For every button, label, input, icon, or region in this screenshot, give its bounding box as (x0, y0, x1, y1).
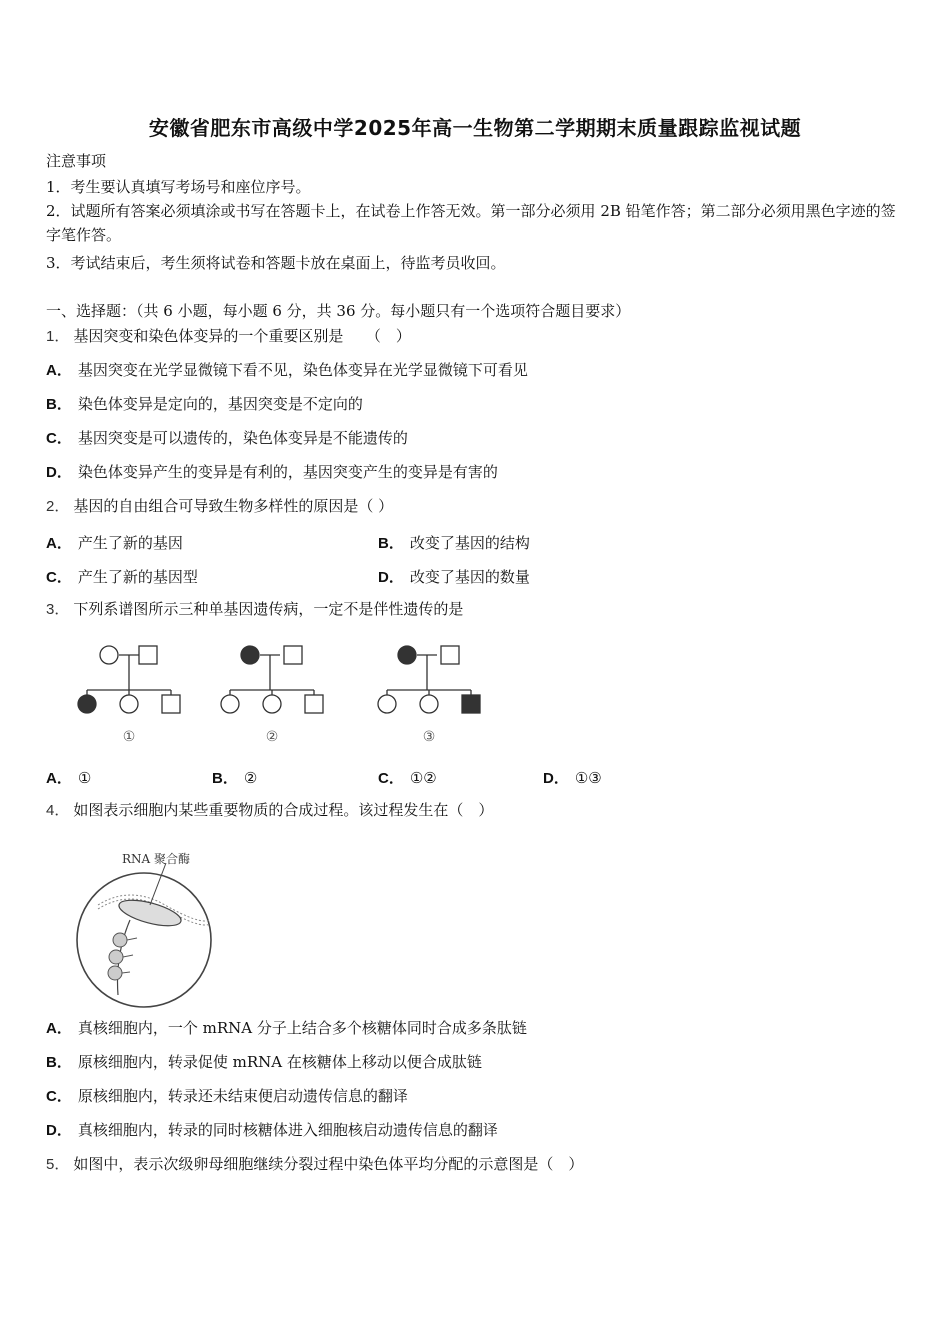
ribosome (109, 950, 123, 964)
mother-affected (398, 646, 416, 664)
q4-option-c[interactable]: C． 原核细胞内，转录还未结束便启动遗传信息的翻译 (46, 1087, 408, 1105)
question-number: 1． (46, 328, 70, 345)
question-1 (46, 327, 411, 346)
question-stem: 基因突变和染色体变异的一个重要区别是 （ ） (73, 327, 411, 345)
q1-option-c[interactable]: C． 基因突变是可以遗传的，染色体变异是不能遗传的 (46, 429, 408, 447)
ribosome (113, 933, 127, 947)
q2-option-c[interactable]: C． 产生了新的基因型 (46, 568, 198, 586)
mother-unaffected (100, 646, 118, 664)
notice-item-3: 3．考试结束后，考生须将试卷和答题卡放在桌面上，待监考员收回。 (46, 254, 506, 272)
transcription-translation-figure (70, 845, 220, 1015)
question-2: 2． 基因的自由组合可导致生物多样性的原因是（ ） (46, 497, 394, 515)
son-unaffected (162, 695, 180, 713)
daughter-unaffected (221, 695, 239, 713)
q4-option-b[interactable]: B． 原核细胞内，转录促使 mRNA 在核糖体上移动以便合成肽链 (46, 1053, 482, 1071)
pedigree-label-2: ② (265, 729, 279, 745)
son-unaffected (305, 695, 323, 713)
q3-option-d[interactable]: D． ①③ (543, 769, 602, 787)
cell-outline (77, 873, 211, 1007)
question-4: 4． 如图表示细胞内某些重要物质的合成过程。该过程发生在（ ） (46, 801, 494, 819)
father-unaffected (284, 646, 302, 664)
pedigree-label-3: ③ (422, 729, 436, 745)
q4-option-a[interactable]: A． 真核细胞内，一个 mRNA 分子上结合多个核糖体同时合成多条肽链 (46, 1019, 527, 1037)
q1-option-d[interactable]: D． 染色体变异产生的变异是有利的，基因突变产生的变异是有害的 (46, 463, 498, 481)
notice-item-2: 2．试题所有答案必须填涂或书写在答题卡上，在试卷上作答无效。第一部分必须用 2B 铅笔作答；第二部分必须用黑色字迹的签字笔作答。 (46, 202, 896, 244)
pedigree-3 (378, 646, 480, 713)
q1-option-b[interactable]: B． 染色体变异是定向的，基因突变是不定向的 (46, 395, 363, 413)
q2-option-b[interactable]: B． 改变了基因的结构 (378, 534, 530, 552)
rna-polymerase (117, 895, 184, 931)
son-affected (462, 695, 480, 713)
pedigree-label-1: ① (122, 729, 136, 745)
q2-option-d[interactable]: D． 改变了基因的数量 (378, 568, 530, 586)
pedigree-figure (70, 640, 500, 750)
daughter-unaffected (420, 695, 438, 713)
ribosome (108, 966, 122, 980)
q3-option-b[interactable]: B． ② (212, 769, 258, 787)
notice-item-1: 1．考生要认真填写考场号和座位序号。 (46, 178, 311, 196)
daughter-affected (78, 695, 96, 713)
daughter-unaffected (378, 695, 396, 713)
label-pointer (150, 863, 166, 905)
mother-affected (241, 646, 259, 664)
daughter-unaffected (120, 695, 138, 713)
q4-option-d[interactable]: D． 真核细胞内，转录的同时核糖体进入细胞核启动遗传信息的翻译 (46, 1121, 498, 1139)
daughter-unaffected (263, 695, 281, 713)
notice-heading: 注意事项 (46, 152, 107, 170)
pedigree-2 (221, 646, 323, 713)
question-5: 5． 如图中，表示次级卵母细胞继续分裂过程中染色体平均分配的示意图是（ ） (46, 1155, 584, 1173)
question-3: 3． 下列系谱图所示三种单基因遗传病，一定不是伴性遗传的是 (46, 600, 464, 618)
q3-option-a[interactable]: A． ① (46, 769, 92, 787)
pedigree-1 (78, 646, 180, 713)
q1-option-a[interactable]: A． 基因突变在光学显微镜下看不见，染色体变异在光学显微镜下可看见 (46, 361, 528, 379)
q3-option-c[interactable]: C． ①② (378, 769, 437, 787)
q2-option-a[interactable]: A． 产生了新的基因 (46, 534, 183, 552)
father-unaffected (441, 646, 459, 664)
page-title: 安徽省肥东市高级中学2025年高一生物第二学期期末质量跟踪监视试题 (148, 116, 802, 140)
section-heading: 一、选择题：（共 6 小题，每小题 6 分，共 36 分。每小题只有一个选项符合题目要求） (46, 302, 631, 320)
figure-label: RNA 聚合酶 (122, 852, 191, 866)
father-unaffected (139, 646, 157, 664)
